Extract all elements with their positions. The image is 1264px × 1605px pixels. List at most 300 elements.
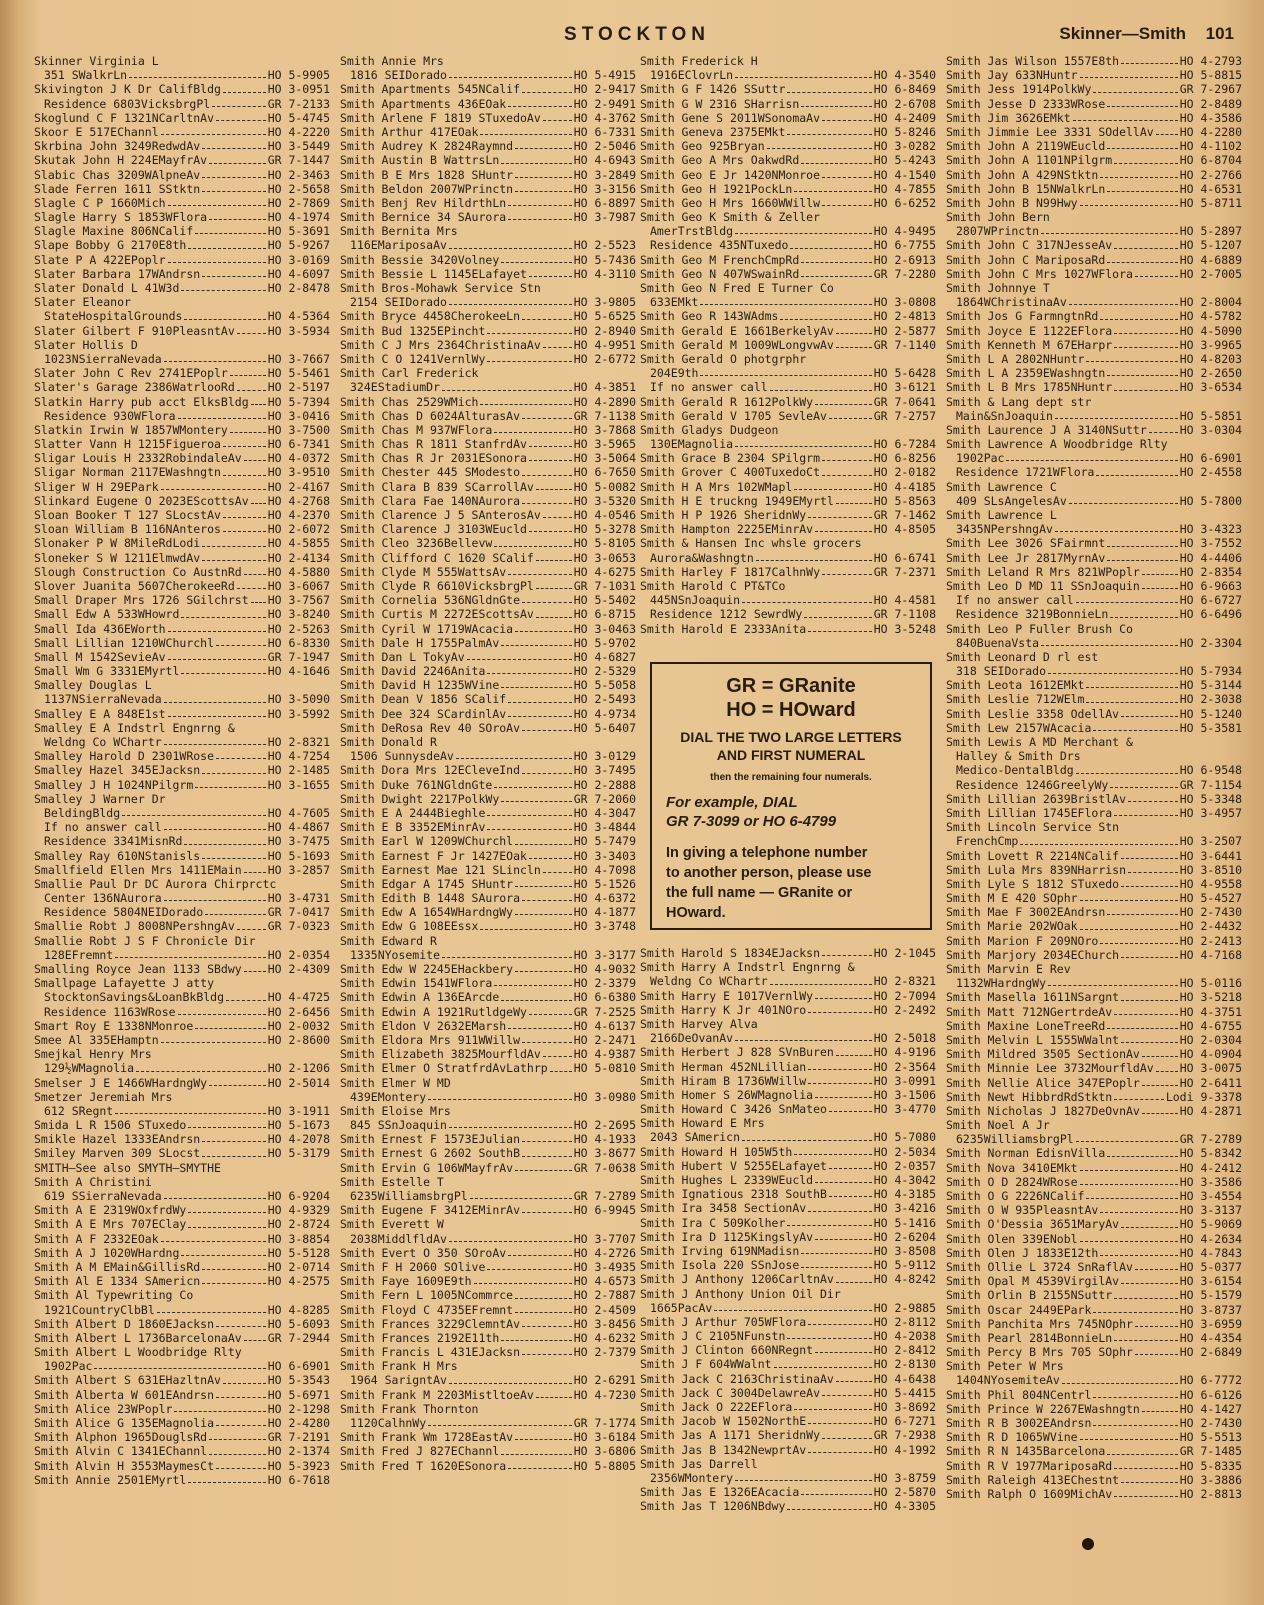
listing-entry [34, 1189, 330, 1203]
dialing-instructions-box [650, 662, 932, 930]
listing-name: 128EFremnt [44, 947, 114, 962]
listing-name: Smith Lewis A MD Merchant & [946, 735, 1133, 749]
leader-dashes [237, 380, 266, 390]
phone-number: HO 2-2695 [573, 1118, 636, 1133]
listing-entry [34, 1047, 330, 1061]
listing-name: Smith Ervin G 106WMayfrAv [340, 1160, 514, 1175]
phone-number: HO 3-3177 [573, 947, 636, 962]
listing-entry [340, 1104, 636, 1118]
listing-entry [340, 962, 636, 976]
listing-name: Smith Al Typewriting Co [34, 1288, 194, 1303]
leader-dashes [1142, 1076, 1178, 1086]
listing-entry [946, 182, 1242, 196]
phone-number: HO 2-9491 [573, 96, 636, 111]
listing-entry [640, 1130, 936, 1144]
listing-entry [946, 366, 1242, 380]
listing-name: Smith Howard H 105W5th [640, 1144, 793, 1159]
dial-instruction-3: then the remaining four numerals. [710, 772, 872, 783]
listing-entry [946, 168, 1242, 182]
phone-number: HO 5-8805 [573, 1458, 636, 1473]
listing-entry [34, 1345, 330, 1359]
listing-name: Smith Chester 445 SModesto [340, 465, 521, 480]
leader-dashes [480, 919, 571, 929]
leader-dashes [787, 1329, 871, 1339]
leader-dashes [195, 224, 265, 234]
listing-entry [946, 380, 1242, 394]
phone-number: HO 2-5014 [267, 1075, 330, 1090]
phone-number: Lodi 9-3378 [1165, 1089, 1242, 1104]
leader-dashes [168, 253, 266, 263]
listing-name: Smith Ira 3458 SectionAv [640, 1201, 807, 1216]
leader-dashes [801, 267, 871, 277]
listing-name: Smith A E 2319WOxfrdWy [34, 1203, 187, 1218]
listing-name: Sligar Norman 2117EWashngtn [34, 465, 221, 480]
leader-dashes [700, 295, 871, 305]
listing-entry [946, 324, 1242, 338]
phone-number: HO 3-4957 [1179, 805, 1242, 820]
listing-name: Smith R D 1065WVine [946, 1430, 1078, 1445]
listing-name: Smith Maxine LoneTreeRd [946, 1018, 1106, 1033]
listing-entry [640, 1343, 936, 1357]
phone-number: HO 4-2220 [267, 124, 330, 139]
listing-name: Smith John C MariposaRd [946, 252, 1106, 267]
leader-dashes [508, 210, 572, 220]
leader-dashes [1093, 1388, 1177, 1398]
listing-name: 204E9th [650, 366, 699, 381]
leader-dashes [522, 1146, 572, 1156]
phone-number: HO 3-7987 [573, 210, 636, 225]
phone-number: HO 5-8815 [1179, 68, 1242, 83]
leader-dashes [212, 97, 266, 107]
listing-name: Smith Percy B Mrs 705 SOphr [946, 1345, 1133, 1360]
leader-dashes [508, 707, 572, 717]
leader-dashes [195, 778, 265, 788]
listing-entry [946, 1246, 1242, 1260]
leader-dashes [501, 792, 571, 802]
phone-number: HO 2-3038 [1179, 692, 1242, 707]
leader-dashes [494, 778, 571, 788]
listing-name: Smee Al 335EHamptn [34, 1032, 159, 1047]
phone-number: HO 3-3748 [573, 919, 636, 934]
listing-entry [340, 210, 636, 224]
leader-dashes [808, 1074, 872, 1084]
phone-number: HO 6-7284 [873, 437, 936, 452]
leader-dashes [244, 565, 266, 575]
listing-name: Smith John Bern [946, 210, 1050, 225]
listing-entry [340, 1402, 636, 1416]
leader-dashes [1135, 267, 1178, 277]
phone-number: HO 3-5090 [267, 692, 330, 707]
listing-entry [340, 437, 636, 451]
phone-number: HO 5-1240 [1179, 706, 1242, 721]
listing-name: Smith Chas R 1811 StanfrdAv [340, 437, 527, 452]
phone-number: GR 7-1485 [1179, 1444, 1242, 1459]
listing-entry [34, 1246, 330, 1260]
leader-dashes [237, 579, 266, 589]
listing-name: Smith Ira C 509Kolher [640, 1215, 786, 1230]
listing-name: Smith J Anthony Union Oil Dir [640, 1286, 841, 1301]
listing-name: Smith Orlin B 2155NSuttr [946, 1288, 1113, 1303]
phone-number: HO 4-9032 [573, 962, 636, 976]
listing-entry [946, 1146, 1242, 1160]
phone-number: HO 4-6755 [1179, 1018, 1242, 1033]
phone-number: HO 3-6121 [873, 380, 936, 395]
listing-name: Smith Chas R Jr 2031ESonora [340, 451, 527, 466]
listing-name: Smith Ernest G 2602 SouthB [340, 1146, 521, 1161]
listing-entry [946, 1487, 1242, 1501]
listing-entry [340, 125, 636, 139]
listing-entry [34, 919, 330, 933]
listing-entry [640, 960, 936, 974]
listing-name: Smith Panchita Mrs 745NOphr [946, 1316, 1133, 1331]
listing-entry [340, 1047, 636, 1061]
listing-entry [34, 1118, 330, 1132]
listing-entry [34, 536, 330, 550]
phone-number: GR 7-2757 [873, 408, 936, 423]
listing-entry [34, 565, 330, 579]
phone-number: HO 2-0714 [267, 1259, 330, 1274]
listing-name: Smith Geo 925Bryan [640, 139, 765, 154]
leader-dashes [216, 1459, 266, 1469]
listing-name: Main&SnJoaquin [956, 408, 1053, 423]
listing-entry [946, 962, 1242, 976]
leader-dashes [501, 636, 571, 646]
listing-name: Smith Leslie 3358 OdellAv [946, 706, 1120, 721]
listing-entry [34, 1175, 330, 1189]
leader-dashes [522, 763, 572, 773]
listing-name: Smith Edwin A 1921RutldgeWy [340, 1004, 527, 1019]
listing-name: Smith Bernice 34 SAurora [340, 210, 507, 225]
leader-dashes [714, 1301, 871, 1311]
listing-entry [34, 153, 330, 167]
listing-name: Smith O G 2226NCalif [946, 1189, 1085, 1203]
listing-entry [946, 494, 1242, 508]
leader-dashes [794, 1145, 871, 1155]
listing-name: Smith Alberta W 601EAndrsn [34, 1387, 215, 1402]
phone-number: HO 4-7855 [873, 181, 936, 196]
phone-number: HO 5-4415 [873, 1385, 936, 1400]
phone-number: HO 2-5493 [573, 692, 636, 707]
listing-entry [640, 1045, 936, 1059]
listing-name: Smith Leota 1612EMkt [946, 678, 1085, 693]
leader-dashes [767, 139, 872, 149]
listing-entry [946, 636, 1242, 650]
leader-dashes [1100, 168, 1177, 178]
listing-name: Skrbina John 3249RedwdAv [34, 139, 201, 154]
phone-number: HO 4-7605 [267, 805, 330, 820]
listing-name: Smith Harry A Indstrl Engnrng & [640, 960, 855, 975]
phone-number: HO 3-4935 [573, 1259, 636, 1274]
listing-name: Smida L R 1506 STuxedo [34, 1118, 187, 1133]
listing-entry [640, 465, 936, 479]
leader-dashes [801, 1258, 871, 1268]
listing-entry [340, 1019, 636, 1033]
listing-entry [34, 834, 330, 848]
listing-entry [946, 820, 1242, 834]
leader-dashes [515, 877, 572, 887]
listing-name: Smith & Hansen Inc whsle grocers [640, 536, 862, 551]
listing-name: Skoglund C F 1321NCarltnAv [34, 110, 215, 125]
listing-entry [640, 281, 936, 295]
leader-dashes [780, 309, 871, 319]
phone-number: HO 5-5128 [267, 1245, 330, 1260]
listing-entry [640, 494, 936, 508]
phone-number: HO 6-7618 [267, 1472, 330, 1487]
listing-name: Smith Lovett R 2214NCalif [946, 848, 1120, 863]
listing-name: Smith Edith B 1448 SAurora [340, 891, 521, 906]
phone-number: HO 3-0951 [267, 82, 330, 97]
phone-number: HO 2-6849 [1179, 1345, 1242, 1360]
dial-instruction-1: DIAL THE TWO LARGE LETTERS [680, 729, 902, 745]
listing-name: Smith Clifford C 1620 SCalif [340, 550, 534, 565]
exchange-ho: HO = HOward [726, 699, 856, 721]
phone-number: HO 4-7843 [1179, 1245, 1242, 1260]
listing-name: Smith Gene S 2011WSonomaAv [640, 110, 821, 125]
listing-entry [340, 891, 636, 905]
listing-name: Slade Ferren 1611 SStktn [34, 181, 201, 196]
listing-name: 1864WChristinaAv [956, 295, 1067, 310]
leader-dashes [536, 607, 572, 617]
listing-entry [946, 1274, 1242, 1288]
leader-dashes [181, 607, 265, 617]
leader-dashes [1096, 465, 1177, 475]
phone-number: HO 5-2897 [1179, 224, 1242, 239]
listing-name: Smith Frank M 2203MistltoeAv [340, 1387, 534, 1402]
phone-number: GR 7-2938 [873, 1428, 936, 1443]
leader-dashes [543, 1047, 572, 1057]
listing-entry [946, 593, 1242, 607]
phone-number: HO 4-2412 [1179, 1160, 1242, 1175]
leader-dashes [522, 1203, 572, 1213]
listing-name: Smith L B Mrs 1785NHuntr [946, 380, 1113, 395]
listing-entry [340, 168, 636, 182]
listing-name: Smelser J E 1466WHardngWy [34, 1075, 208, 1090]
listing-name: Smith Harold E 2333Anita [640, 621, 807, 636]
phone-number: HO 5-6093 [267, 1316, 330, 1331]
listing-entry [640, 974, 936, 988]
listing-name: Small Ida 436EWorth [34, 621, 166, 636]
leader-dashes [122, 806, 266, 816]
listing-entry [340, 678, 636, 692]
listing-entry [34, 409, 330, 423]
listing-name: Smith Evert O 350 SOroAv [340, 1245, 507, 1260]
leader-dashes [1135, 1317, 1178, 1327]
listing-entry [640, 1230, 936, 1244]
listing-entry [34, 1104, 330, 1118]
leader-dashes [501, 1331, 571, 1341]
listing-name: Smith John A 2119WEucld [946, 139, 1106, 154]
phone-number: HO 3-0129 [573, 749, 636, 764]
listing-name: Smalley Harold D 2301WRose [34, 749, 215, 764]
listing-name: 1506 SunnysdeAv [350, 749, 454, 764]
listing-name: Residence 435NTuxedo [650, 238, 789, 253]
listing-name: Smith Melvin L 1555WWalnt [946, 1032, 1120, 1047]
leader-dashes [467, 650, 572, 660]
phone-number: HO 3-0416 [267, 408, 330, 423]
leader-dashes [1156, 125, 1178, 135]
listing-name: 1132WHardngWy [956, 976, 1047, 991]
listing-name: 409 SLsAngelesAv [956, 493, 1067, 508]
listing-name: Smith Clara Fae 140NAurora [340, 493, 521, 508]
listing-name: Smith Leslie 712WElm [946, 692, 1085, 707]
leader-dashes [735, 1471, 872, 1481]
listing-entry [946, 1232, 1242, 1246]
listing-name: Residence 3341MisnRd [44, 834, 183, 849]
phone-number: GR 7-0417 [267, 905, 330, 920]
listing-entry [340, 877, 636, 891]
listing-entry [34, 324, 330, 338]
leader-dashes [543, 111, 572, 121]
listing-entry [34, 934, 330, 948]
phone-number: HO 2-8478 [267, 281, 330, 295]
listing-name: Smalling Royce Jean 1133 SBdwy [34, 962, 242, 976]
listing-name: Smith Jas T 1206NBdwy [640, 1499, 786, 1514]
dial-instruction-2: AND FIRST NUMERAL [716, 747, 866, 763]
phone-number: HO 4-7098 [573, 862, 636, 877]
listing-name: Sloan William B 116NAnteros [34, 522, 221, 537]
listing-entry [340, 97, 636, 111]
leader-dashes [536, 1388, 572, 1398]
phone-number: HO 3-7567 [267, 593, 330, 608]
listing-entry [34, 1061, 330, 1075]
leader-dashes [487, 324, 571, 334]
listing-name: Smith Grover C 400TuxedoCt [640, 465, 821, 480]
listing-entry [34, 1317, 330, 1331]
leader-dashes [1069, 494, 1178, 504]
leader-dashes [205, 905, 265, 915]
phone-number: GR 7-2789 [573, 1189, 636, 1203]
leader-dashes [536, 480, 572, 490]
listing-name: 2807WPrinctn [956, 224, 1040, 239]
phone-number: HO 5-7934 [1179, 664, 1242, 679]
phone-number: HO 4-1974 [267, 210, 330, 225]
leader-dashes [251, 593, 266, 603]
leader-dashes [1121, 877, 1178, 887]
listing-entry [946, 763, 1242, 777]
phone-number: HO 4-3851 [573, 380, 636, 395]
leader-dashes [1069, 295, 1178, 305]
listing-entry [946, 1189, 1242, 1203]
listing-entry [340, 1288, 636, 1302]
listing-entry [640, 1400, 936, 1414]
leader-dashes [136, 1061, 266, 1071]
leader-dashes [1107, 551, 1177, 561]
listing-entry [946, 1047, 1242, 1061]
listing-entry [946, 309, 1242, 323]
leader-dashes [801, 153, 871, 163]
phone-number: HO 4-8242 [873, 1272, 936, 1287]
leader-dashes [1107, 536, 1177, 546]
listing-name: Smith Lyle S 1812 STuxedo [946, 876, 1120, 891]
leader-dashes [174, 1402, 265, 1412]
listing-name: 351 SWalkrLn [44, 68, 128, 83]
leader-dashes [161, 1033, 266, 1043]
listing-entry [640, 551, 936, 565]
leader-dashes [216, 111, 266, 121]
leader-dashes [501, 678, 571, 688]
leader-dashes [226, 990, 266, 1000]
listing-name: Smith Lee 3026 SFairmnt [946, 536, 1106, 551]
listing-entry [34, 1459, 330, 1473]
listing-entry [640, 68, 936, 82]
listing-name: Smith Harold S 1834EJacksn [640, 946, 821, 960]
leader-dashes [1100, 1246, 1177, 1256]
listing-name: Smallie Robt J S F Chronicle Dir [34, 933, 256, 948]
listing-name: Smith Laurence J A 3140NSuttr [946, 422, 1147, 437]
phone-number: HO 4-5880 [267, 564, 330, 579]
leader-dashes [522, 593, 572, 603]
listing-name: Smiley Marven 309 SLocst [34, 1146, 201, 1161]
listing-name: Smith Lincoln Service Stn [946, 820, 1120, 835]
listing-name: Smith Cyril W 1719WAcacia [340, 621, 514, 636]
leader-dashes [1100, 309, 1177, 319]
leader-dashes [209, 210, 266, 220]
listing-entry [946, 480, 1242, 494]
listing-name: Smith Marie 202WOak [946, 919, 1078, 934]
listing-entry [34, 962, 330, 976]
phone-number: HO 5-5058 [573, 678, 636, 693]
leader-dashes [474, 1274, 572, 1284]
leader-dashes [230, 366, 266, 376]
leader-dashes [822, 1386, 872, 1396]
leader-dashes [487, 352, 571, 362]
listing-entry [34, 1076, 330, 1090]
listing-entry [340, 366, 636, 380]
leader-dashes [251, 395, 266, 405]
listing-name: Slater Hollis D [34, 337, 138, 352]
phone-number: HO 5-0810 [573, 1061, 636, 1076]
listing-entry [340, 707, 636, 721]
leader-dashes [164, 820, 266, 830]
listing-entry [34, 1260, 330, 1274]
listing-entry [946, 1260, 1242, 1274]
phone-number: HO 3-9510 [267, 465, 330, 480]
listing-entry [34, 168, 330, 182]
listing-name: 324EStadiumDr [350, 380, 441, 395]
listing-entry [34, 494, 330, 508]
phone-number: HO 4-6889 [1179, 252, 1242, 267]
listing-entry [340, 409, 636, 423]
listing-entry [34, 1019, 330, 1033]
leader-dashes [801, 1244, 871, 1254]
listing-name: Smith John B 15NWalkrLn [946, 181, 1106, 196]
phone-number: HO 4-5782 [1179, 309, 1242, 324]
listing-entry [340, 324, 636, 338]
phone-number: HO 6-8704 [1179, 153, 1242, 168]
phone-number: HO 5-1693 [267, 848, 330, 863]
listing-name: Smith Floyd C 4735EFremnt [340, 1302, 514, 1317]
listing-name: 840BuenaVsta [956, 635, 1040, 650]
listing-entry [946, 1203, 1242, 1217]
phone-number: HO 4-3586 [1179, 110, 1242, 125]
listing-name: Smith Isola 220 SSnJose [640, 1258, 800, 1273]
phone-number: HO 2-8354 [1179, 564, 1242, 579]
listing-name: Smith Clyde M 555WattsAv [340, 564, 507, 579]
phone-number: HO 5-7800 [1179, 493, 1242, 508]
leader-dashes [808, 1003, 872, 1013]
listing-name: 2043 SAmericn [650, 1130, 741, 1145]
listing-name: Medico-DentalBldg [956, 763, 1074, 778]
leader-dashes [195, 1019, 265, 1029]
listing-entry [340, 267, 636, 281]
leader-dashes [529, 1005, 572, 1015]
listing-name: Smith Lee Jr 2817MyrnAv [946, 550, 1106, 565]
listing-entry [946, 1303, 1242, 1317]
phone-number: HO 3-8692 [873, 1400, 936, 1414]
listing-name: Smith Noel A Jr [946, 1118, 1050, 1133]
leader-dashes [1080, 196, 1178, 206]
listing-name: Smith Lillian 2639BristlAv [946, 791, 1127, 806]
